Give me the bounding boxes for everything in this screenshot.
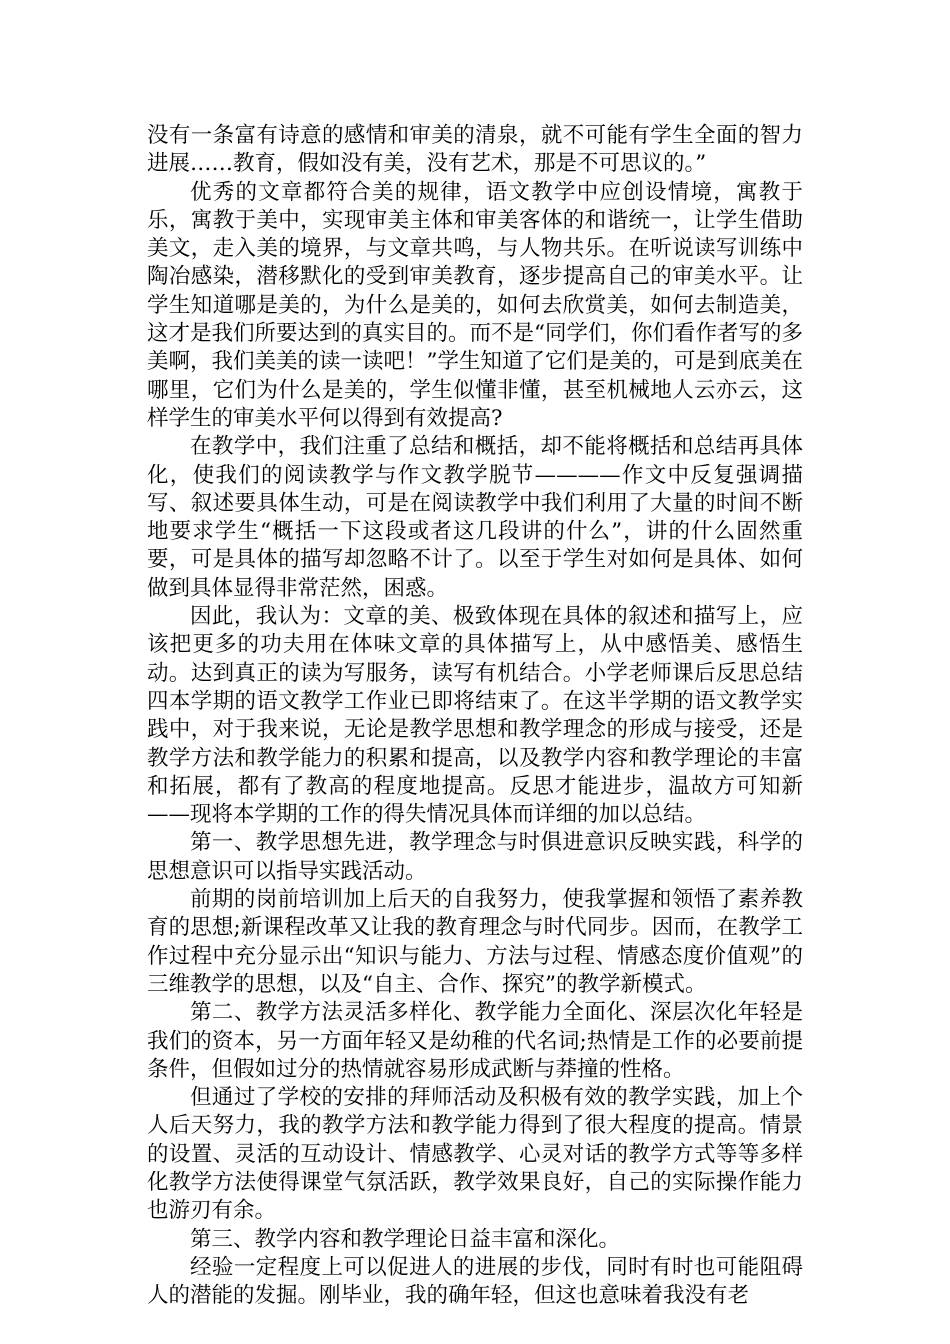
- paragraph-point-two: 第二、教学方法灵活多样化、教学能力全面化、深层次化年轻是我们的资本，另一方面年轻又是幼稚的代名词;热情是工作的必要前提条件，但假如过分的热情就容易形成武断与莽撞的性格。: [147, 1000, 803, 1082]
- paragraph-conclusion-reflection: 因此，我认为：文章的美、极致体现在具体的叙述和描写上，应该把更多的功夫用在体味文章的具体描写上，从中感悟美、感悟生动。达到真正的读为写服务，读写有机结合。小学老师课后反思总结四本学期的语文教学工作业已即将结束了。在这半学期的语文教学实践中，对于我来说，无论是教学思想和教学理念的形成与接受，还是教学方法和教学能力的积累和提高，以及教学内容和教学理论的丰富和拓展，都有了教高的程度地提高。反思才能进步，温故方可知新——现将本学期的工作的得失情况具体而详细的加以总结。: [147, 604, 803, 828]
- document-page: [147, 122, 803, 1310]
- paragraph-experience: 经验一定程度上可以促进人的进展的步伐，同时有时也可能阻碍人的潜能的发掘。刚毕业，我的确年轻，但这也意味着我没有老: [147, 1254, 803, 1309]
- paragraph-continuation: 没有一条富有诗意的感情和审美的清泉，就不可能有学生全面的智力进展……教育，假如没有美，没有艺术，那是不可思议的。”: [147, 123, 803, 177]
- paragraph-mentorship: 但通过了学校的安排的拜师活动及积极有效的教学实践，加上个人后天努力，我的教学方法和教学能力得到了很大程度的提高。情景的设置、灵活的互动设计、情感教学、心灵对话的教学方式等等多样化教学方法使得课堂气氛活跃，教学效果良好，自己的实际操作能力也游刃有余。: [147, 1085, 803, 1224]
- paragraph-training: 前期的岗前培训加上后天的自我努力，使我掌握和领悟了素养教育的思想;新课程改革又让我的教育理念与时代同步。因而，在教学工作过程中充分显示出“知识与能力、方法与过程、情感态度价值观”的三维教学的思想，以及“自主、合作、探究”的教学新模式。: [147, 887, 803, 997]
- paragraph-point-three: 第三、教学内容和教学理论日益丰富和深化。: [190, 1226, 621, 1252]
- paragraph-point-one: 第一、教学思想先进，教学理念与时俱进意识反映实践，科学的思想意识可以指导实践活动。: [147, 830, 803, 884]
- paragraph-aesthetics: 优秀的文章都符合美的规律，语文教学中应创设情境，寓教于乐，寓教于美中，实现审美主体和审美客体的和谐统一，让学生借助美文，走入美的境界，与文章共鸣，与人物共乐。在听说读写训练中陶冶感染，潜移默化的受到审美教育，逐步提高自己的审美水平。让学生知道哪是美的，为什么是美的，如何去欣赏美，如何去制造美，这才是我们所要达到的真实目的。而不是“同学们，你们看作者写的多美啊，我们美美的读一读吧！”学生知道了它们是美的，可是到底美在哪里，它们为什么是美的，学生似懂非懂，甚至机械地人云亦云，这样学生的审美水平何以得到有效提高?: [147, 179, 803, 431]
- paragraph-summary-concreteness: 在教学中，我们注重了总结和概括，却不能将概括和总结再具体化，使我们的阅读教学与作文教学脱节————作文中反复强调描写、叙述要具体生动，可是在阅读教学中我们利用了大量的时间不断地要求学生“概括一下这段或者这几段讲的什么”，讲的什么固然重要，可是具体的描写却忽略不计了。以至于学生对如何是具体、如何做到具体显得非常茫然，困惑。: [147, 434, 803, 601]
